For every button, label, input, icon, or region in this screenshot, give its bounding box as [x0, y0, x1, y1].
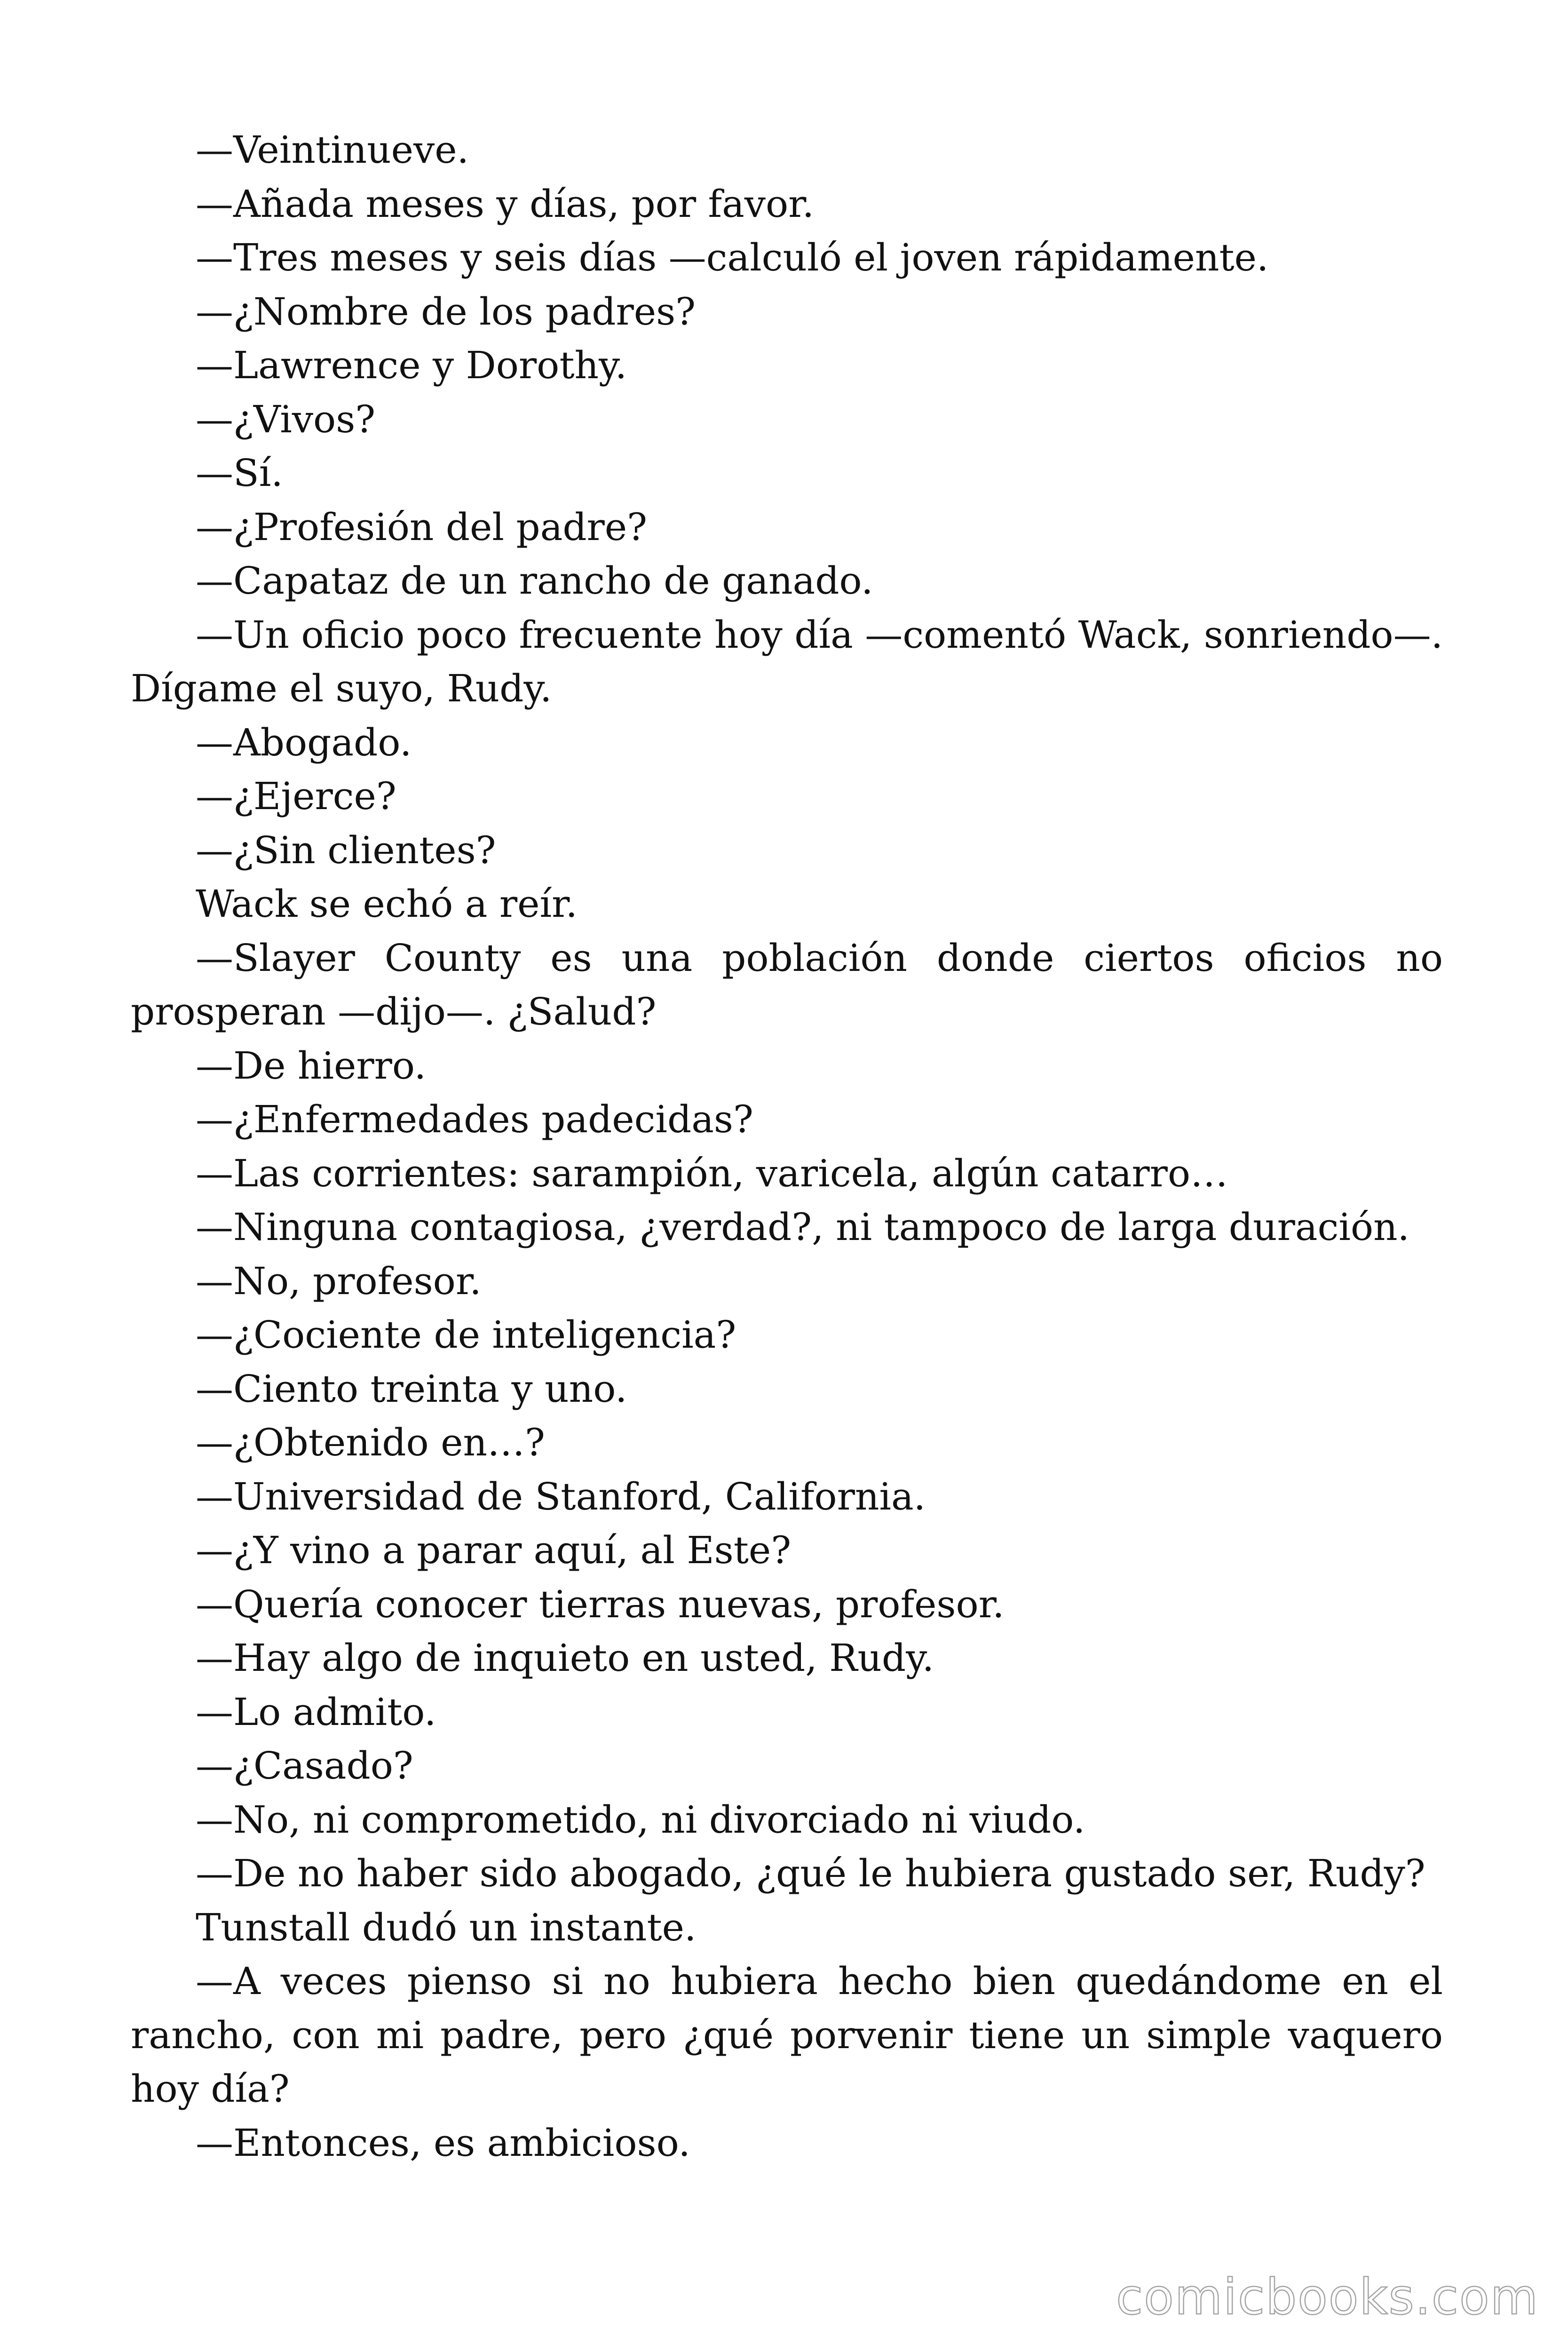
paragraph: —Un oficio poco frecuente hoy día —comentó Wack, sonriendo—. Dígame el suyo, Rudy. [131, 612, 1443, 710]
paragraph: —Ciento treinta y uno. [196, 1367, 627, 1411]
paragraph: —¿Nombre de los padres? [196, 289, 696, 334]
paragraph: —¿Ejerce? [196, 774, 396, 818]
paragraph: —Veintinueve. [196, 128, 469, 172]
body-text [131, 123, 1443, 2170]
paragraph: —Entonces, es ambicioso. [196, 2121, 690, 2165]
paragraph: —Slayer County es una población donde ciertos oficios no prosperan —dijo—. ¿Salud? [131, 936, 1443, 1033]
paragraph: —¿Sin clientes? [196, 828, 496, 872]
paragraph: —¿Casado? [196, 1744, 413, 1788]
paragraph: —Las corrientes: sarampión, varicela, algún catarro… [196, 1151, 1228, 1195]
paragraph: —¿Obtenido en…? [196, 1421, 545, 1464]
paragraph: —Universidad de Stanford, California. [196, 1474, 926, 1518]
paragraph: Tunstall dudó un instante. [196, 1905, 697, 1949]
paragraph: —Abogado. [196, 720, 412, 764]
paragraph: —Tres meses y seis días —calculó el joven rápidamente. [196, 236, 1269, 279]
paragraph: Wack se echó a reír. [196, 882, 578, 926]
paragraph: —Lawrence y Dorothy. [196, 343, 627, 387]
paragraph: —¿Vivos? [196, 397, 376, 441]
paragraph: —Quería conocer tierras nuevas, profesor. [196, 1582, 1005, 1626]
paragraph: —De hierro. [196, 1043, 427, 1088]
paragraph: —Hay algo de inquieto en usted, Rudy. [196, 1636, 934, 1680]
paragraph: —No, ni comprometido, ni divorciado ni viudo. [196, 1797, 1085, 1842]
paragraph: —Ninguna contagiosa, ¿verdad?, ni tampoco de larga duración. [196, 1205, 1410, 1249]
paragraph: —A veces pienso si no hubiera hecho bien quedándome en el rancho, con mi padre, pero ¿qué porvenir tiene un simple vaquero hoy día? [131, 1959, 1443, 2111]
watermark: comicbooks.com [1116, 2268, 1539, 2326]
paragraph: —¿Profesión del padre? [196, 505, 647, 549]
paragraph: —No, profesor. [196, 1259, 482, 1303]
paragraph: —¿Enfermedades padecidas? [196, 1097, 753, 1141]
paragraph: —Capataz de un rancho de ganado. [196, 559, 873, 603]
paragraph: —Lo admito. [196, 1690, 436, 1734]
paragraph: —¿Y vino a parar aquí, al Este? [196, 1528, 792, 1572]
paragraph: —Sí. [196, 451, 283, 495]
paragraph: —Añada meses y días, por favor. [196, 182, 815, 226]
paragraph: —¿Cociente de inteligencia? [196, 1313, 736, 1357]
paragraph: —De no haber sido abogado, ¿qué le hubiera gustado ser, Rudy? [196, 1851, 1425, 1895]
